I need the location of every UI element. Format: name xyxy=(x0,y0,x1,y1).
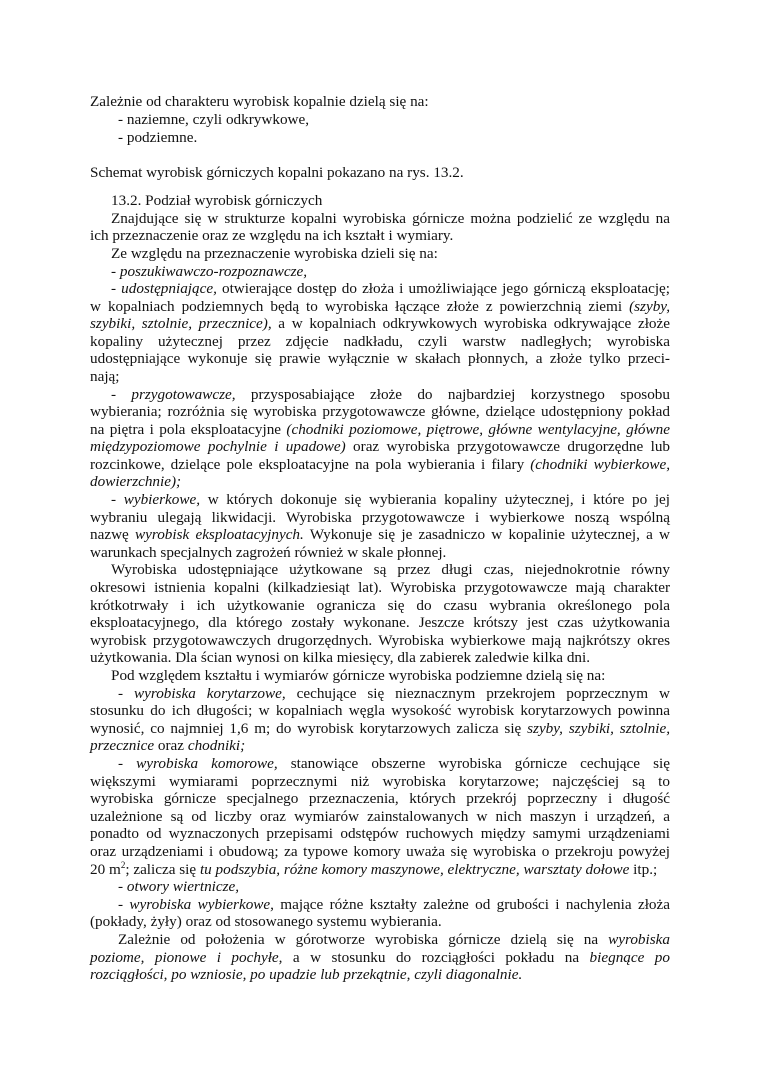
text-line: szybiki, sztolnie, przecznice), a w kopalniach odkrywkowych wyrobiska odkrywające złoże xyxy=(90,315,670,332)
text-line: wynosić, co najmniej 1,6 m; do wyrobisk korytarzowych zalicza się szyby, szybiki, sztolnie, xyxy=(90,720,670,737)
list-item: - naziemne, czyli odkrywkowe, xyxy=(118,111,310,128)
list-item: - wyrobiska korytarzowe, cechujące się nieznacznym przekrojem poprzecznym w xyxy=(118,685,670,702)
text-line: większymi wymiarami poprzecznymi niż wyrobiska korytarzowe; najczęściej są to xyxy=(90,773,670,790)
text-line: Schemat wyrobisk górniczych kopalni pokazano na rys. 13.2. xyxy=(90,164,464,181)
text-line: poziome, pionowe i pochyłe, a w stosunku do rozciągłości pokładu na biegnące po xyxy=(90,949,670,966)
text-line: oraz urządzeniami i obudową; za typowe komory uważa się wyrobiska o przekroju powyżej xyxy=(90,843,670,860)
text-line: rozcinkowe, dzielące pole eksploatacyjne na pola wybierania i filary (chodniki wybierkowe, xyxy=(90,456,670,473)
text-line: Zależnie od charakteru wyrobisk kopalnie dzielą się na: xyxy=(90,93,429,110)
text-line: Zależnie od położenia w górotworze wyrobiska górnicze dzielą się na wyrobiska xyxy=(118,931,670,948)
text-line: wyrobiska górnicze specjalnego przeznaczenia, których przekrój poprzeczny i długość xyxy=(90,790,670,807)
text-line: 20 $m^2$; zalicza się tu podszybia, różne komory maszynowe, elektryczne, warsztaty dołowe itp.; xyxy=(90,860,658,878)
text-line: stosunku do ich długości; w kopalniach węgla wysokość wyrobisk korytarzowych powinna xyxy=(90,702,670,719)
text-line: w kopalniach podziemnych będą to wyrobiska łączące złoże z powierzchnią ziemi (szyby, xyxy=(90,298,670,315)
text-line: eksploatacyjnego, dla którego zostały wykonane. Jeszcze krótszy jest czas użytkowania xyxy=(90,614,670,631)
text-line: kopaliny użytecznej przez zdjęcie nadkładu, czyli warstw nadległych; wyrobiska xyxy=(90,333,670,350)
text-line: Wyrobiska udostępniające użytkowane są przez długi czas, niejednokrotnie równy xyxy=(111,561,670,578)
text-line: udostępniające wykonuje się prawie wyłącznie w skałach płonnych, a złoże tylko przeci- xyxy=(90,350,670,367)
list-item: - podziemne. xyxy=(118,129,198,146)
list-item: - poszukiwawczo-rozpoznawcze, xyxy=(111,263,308,280)
text-line: krótkotrwały i ich użytkowanie ogranicza się do czasu wybrania określonego pola xyxy=(90,597,670,614)
text-line: ich przeznaczenie oraz ze względu na ich kształt i wymiary. xyxy=(90,227,454,244)
list-item: - wyrobiska komorowe, stanowiące obszerne wyrobiska górnicze cechujące się xyxy=(118,755,671,772)
text-line: nazwę wyrobisk eksploatacyjnych. Wykonuje się je zasadniczo w kopalinie użytecznej, a w xyxy=(90,526,670,543)
list-item: - przygotowawcze, przysposabiające złoże do najbardziej korzystnego sposobu xyxy=(111,386,670,403)
text-line: użytkowania. Dla ścian wynosi on kilka miesięcy, dla zabierek zaledwie kilka dni. xyxy=(90,649,591,666)
text-line: przecznice oraz chodniki; xyxy=(90,737,246,754)
text-line: rozciągłości, po wzniosie, po upadzie lub przekątnie, czyli diagonalnie. xyxy=(90,966,523,983)
text-line: uzależnione są od liczby oraz wymiarów zainstalowanych w nich maszyn i urządzeń, a xyxy=(90,808,670,825)
section-heading: 13.2. Podział wyrobisk górniczych xyxy=(111,192,323,209)
text-line: dowierzchnie); xyxy=(90,473,182,490)
list-item: - wybierkowe, w których dokonuje się wybierania kopaliny użytecznej, i które po jej xyxy=(111,491,670,508)
text-line: ponadto od wyznaczonych przepisami odstępów ruchowych między samymi urządzeniami xyxy=(90,825,670,842)
text-line: nają; xyxy=(90,368,120,385)
text-line: wybraniu ulegają likwidacji. Wyrobiska przygotowawcze i wybierkowe noszą wspólną xyxy=(90,509,670,526)
list-item: - wyrobiska wybierkowe, mające różne kształty zależne od grubości i nachylenia złoża xyxy=(118,896,670,913)
text-line: wybierania; rozróżnia się wyrobiska przygotowawcze główne, dzielące udostępniony pokład xyxy=(90,403,670,420)
list-item: - udostępniające, otwierające dostęp do złoża i umożliwiające jego górniczą eksploatację; xyxy=(111,280,670,297)
text-line: warunkach specjalnych zagrożeń również w skale płonnej. xyxy=(90,544,447,561)
text-line: (pokłady, żyły) oraz od stosowanego systemu wybierania. xyxy=(90,913,442,930)
list-item: - otwory wiertnicze, xyxy=(118,878,240,895)
text-line: okresowi istnienia kopalni (kilkadziesiąt lat). Wyrobiska przygotowawcze mają charakter xyxy=(90,579,670,596)
text-line: Pod względem kształtu i wymiarów górnicze wyrobiska podziemne dzielą się na: xyxy=(111,667,606,684)
text-line: Znajdujące się w strukturze kopalni wyrobiska górnicze można podzielić ze względu na xyxy=(111,210,670,227)
text-line: Ze względu na przeznaczenie wyrobiska dzieli się na: xyxy=(111,245,438,262)
text-line: wyrobisk przygotowawczych drugorzędnych. Wyrobiska wybierkowe mają najkrótszy okres xyxy=(90,632,670,649)
text-line: na piętra i pola eksploatacyjne (chodniki poziomowe, piętrowe, główne wentylacyjne, główne xyxy=(90,421,670,438)
text-line: międzypoziomowe pochylnie i upadowe) oraz wyrobiska przygotowawcze drugorzędne lub xyxy=(90,438,671,455)
